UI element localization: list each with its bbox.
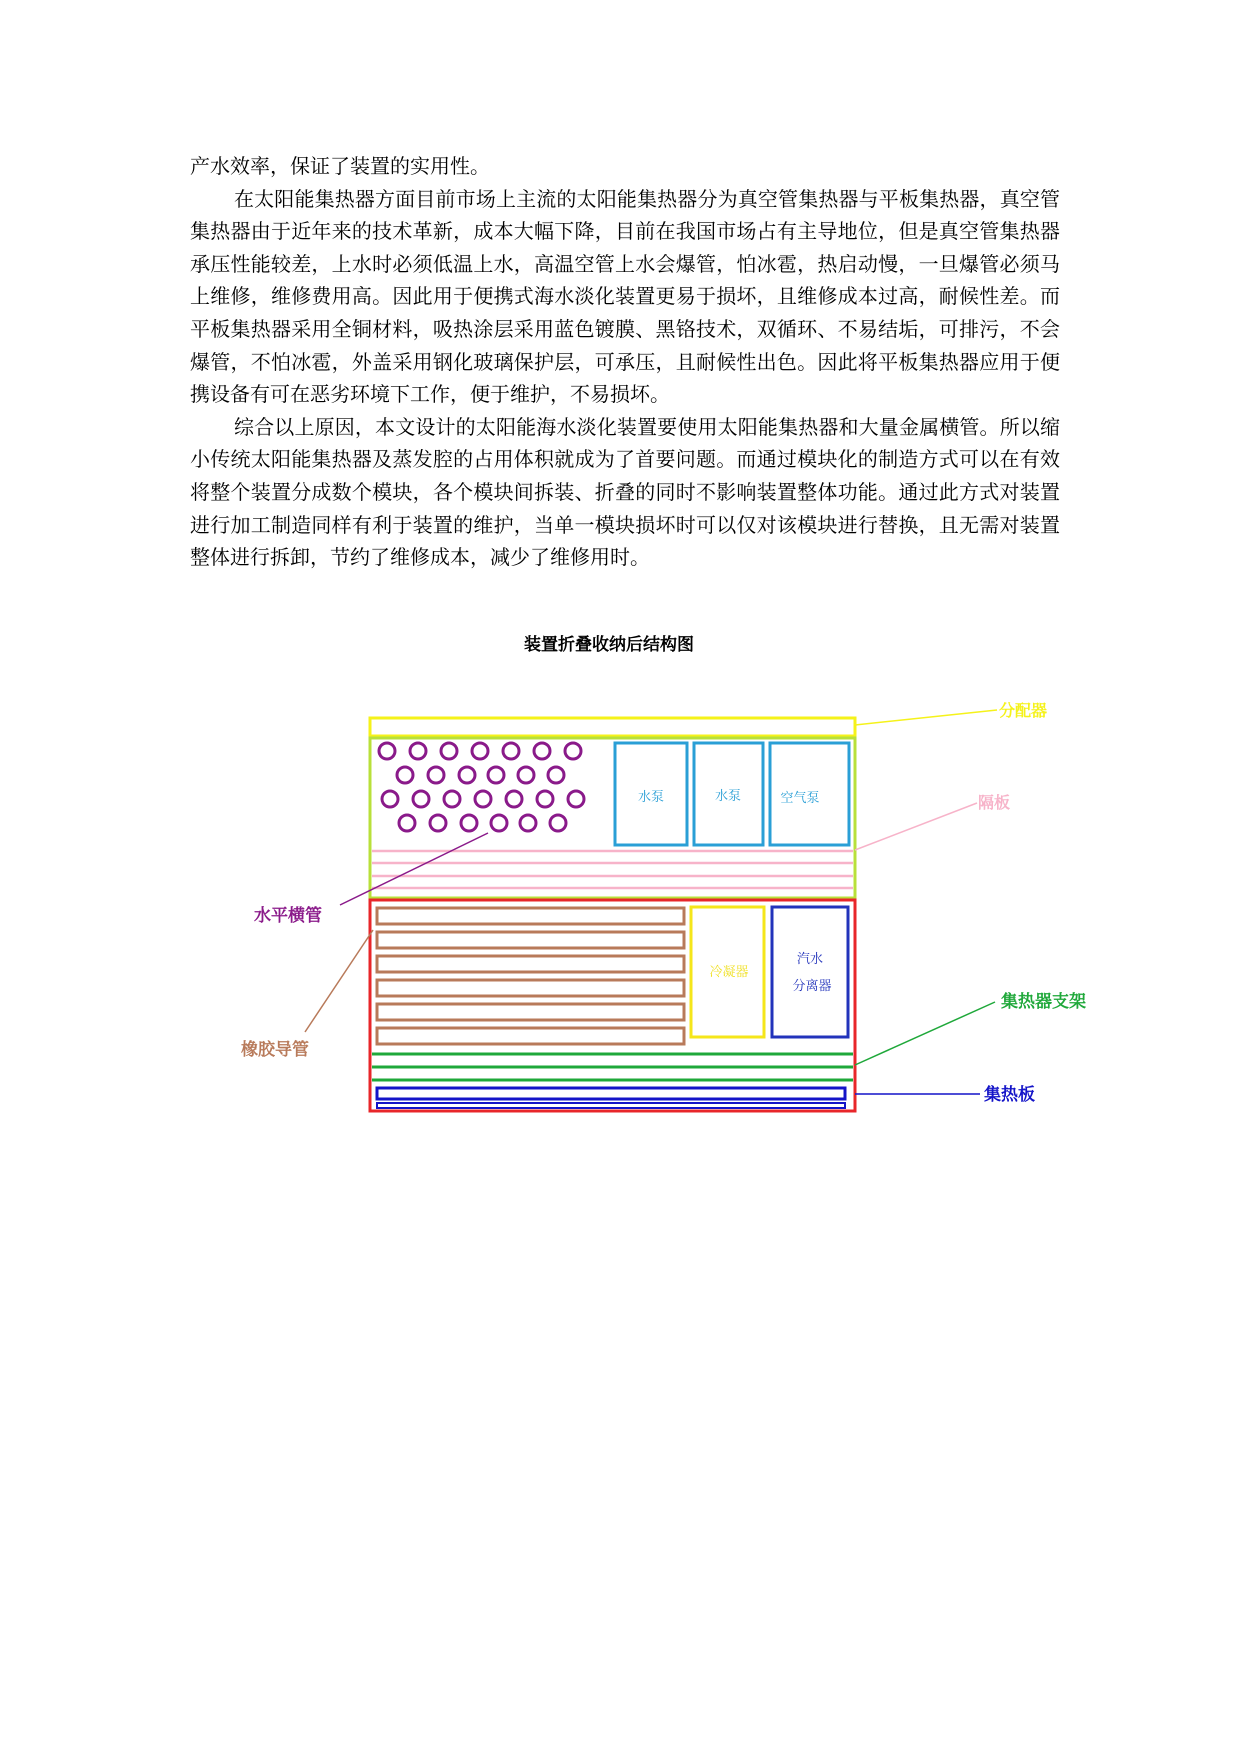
rubber-tube (377, 1028, 684, 1044)
separator-box (772, 907, 848, 1037)
paragraph-1: 产水效率，保证了装置的实用性。 (190, 154, 490, 178)
horizontal-tube-circle (488, 767, 504, 783)
structure-diagram (0, 600, 1241, 1160)
horizontal-tube-circle (568, 791, 584, 807)
horizontal-tube-circle (548, 767, 564, 783)
plate-callout: 集热板 (984, 1085, 1035, 1105)
horizontal-tube-circle (461, 815, 477, 831)
rubber-tube-callout: 橡胶导管 (241, 1040, 309, 1060)
horizontal-tube-circle (537, 791, 553, 807)
collector-bracket-lines (372, 1054, 853, 1080)
partition-callout: 隔板 (978, 793, 1011, 812)
horizontal-tube-circle (399, 815, 415, 831)
horizontal-tube-circle (444, 791, 460, 807)
horizontal-tube-circle (428, 767, 444, 783)
water-pump-label-2: 水泵 (714, 789, 742, 804)
separator-label-line2: 分离器 (792, 979, 832, 994)
rubber-tube (377, 956, 684, 972)
distributor-callout: 分配器 (999, 701, 1048, 720)
horizontal-tube-circle (550, 815, 566, 831)
water-pump-label-1: 水泵 (637, 790, 665, 805)
paragraph-3: 综合以上原因，本文设计的太阳能海水淡化装置要使用太阳能集热器和大量金属横管。所以缩小传统太阳能集热器及蒸发腔的占用体积就成为了首要问题。而通过模块化的制造方式可以在有效将整个装置分成数个模块，各个模块间拆装、折叠的同时不影响装置整体功能。通过此方式对装置进行加工制造同样有利于装置的维护，当单一模块损坏时可以仅对该模块进行替换，且无需对装置整体进行拆卸，节约了维修成本，减少了维修用时。 (190, 414, 1060, 570)
collector-plate-1 (377, 1088, 845, 1099)
horizontal-tube-circle (506, 791, 522, 807)
rubber-tube (377, 980, 684, 996)
horizontal-tube-circle (518, 767, 534, 783)
partition-leader (855, 803, 977, 850)
horizontal-tube-circle (459, 767, 475, 783)
rubber-tube (377, 1004, 684, 1020)
horizontal-tube-circle (472, 743, 488, 759)
horizontal-tube-circle (491, 815, 507, 831)
horizontal-tube-circle (397, 767, 413, 783)
collector-plate-2 (377, 1103, 845, 1108)
horizontal-tube-circle (430, 815, 446, 831)
paragraph-2: 在太阳能集热器方面目前市场上主流的太阳能集热器分为真空管集热器与平板集热器，真空管集热器由于近年来的技术革新，成本大幅下降，目前在我国市场占有主导地位，但是真空管集热器承压性能较差，上水时必须低温上水，高温空管上水会爆管，怕冰雹，热启动慢，一旦爆管必须马上维修，维修费用高。因此用于便携式海水淡化装置更易于损坏，且维修成本过高，耐候性差。而平板集热器采用全铜材料，吸热涂层采用蓝色镀膜、黑铬技术，双循环、不易结垢，可排污，不会爆管，不怕冰雹，外盖采用钢化玻璃保护层，可承压，且耐候性出色。因此将平板集热器应用于便携设备有可在恶劣环境下工作，便于维护，不易损坏。 (190, 186, 1060, 407)
partition-lines (372, 851, 853, 888)
horizontal-tube-callout: 水平横管 (254, 906, 322, 926)
condenser-label: 冷凝器 (709, 965, 749, 980)
horizontal-tube-circle (413, 791, 429, 807)
horizontal-tube-circle (410, 743, 426, 759)
rubber-tube (377, 932, 684, 948)
bracket-leader (855, 1002, 995, 1065)
horizontal-tube-circle (441, 743, 457, 759)
horizontal-tube-leader (340, 833, 488, 905)
air-pump-label: 空气泵 (780, 791, 820, 806)
horizontal-tube-circle (379, 743, 395, 759)
horizontal-tube-circle (534, 743, 550, 759)
rubber-tube (377, 908, 684, 924)
distributor-bar (370, 718, 855, 736)
figure-title: 装置折叠收纳后结构图 (524, 635, 694, 655)
bracket-callout: 集热器支架 (1001, 992, 1086, 1012)
structure-figure (0, 600, 1241, 1160)
horizontal-tube-circle (503, 743, 519, 759)
horizontal-tube-circle (475, 791, 491, 807)
horizontal-tube-bundle (379, 743, 584, 831)
horizontal-tube-circle (382, 791, 398, 807)
rubber-tube-leader (305, 930, 373, 1032)
horizontal-tube-circle (565, 743, 581, 759)
rubber-tube-bundle (377, 908, 684, 1044)
distributor-leader (855, 710, 997, 725)
body-text (190, 150, 1060, 574)
separator-label-line1: 汽水 (796, 952, 824, 967)
horizontal-tube-circle (520, 815, 536, 831)
